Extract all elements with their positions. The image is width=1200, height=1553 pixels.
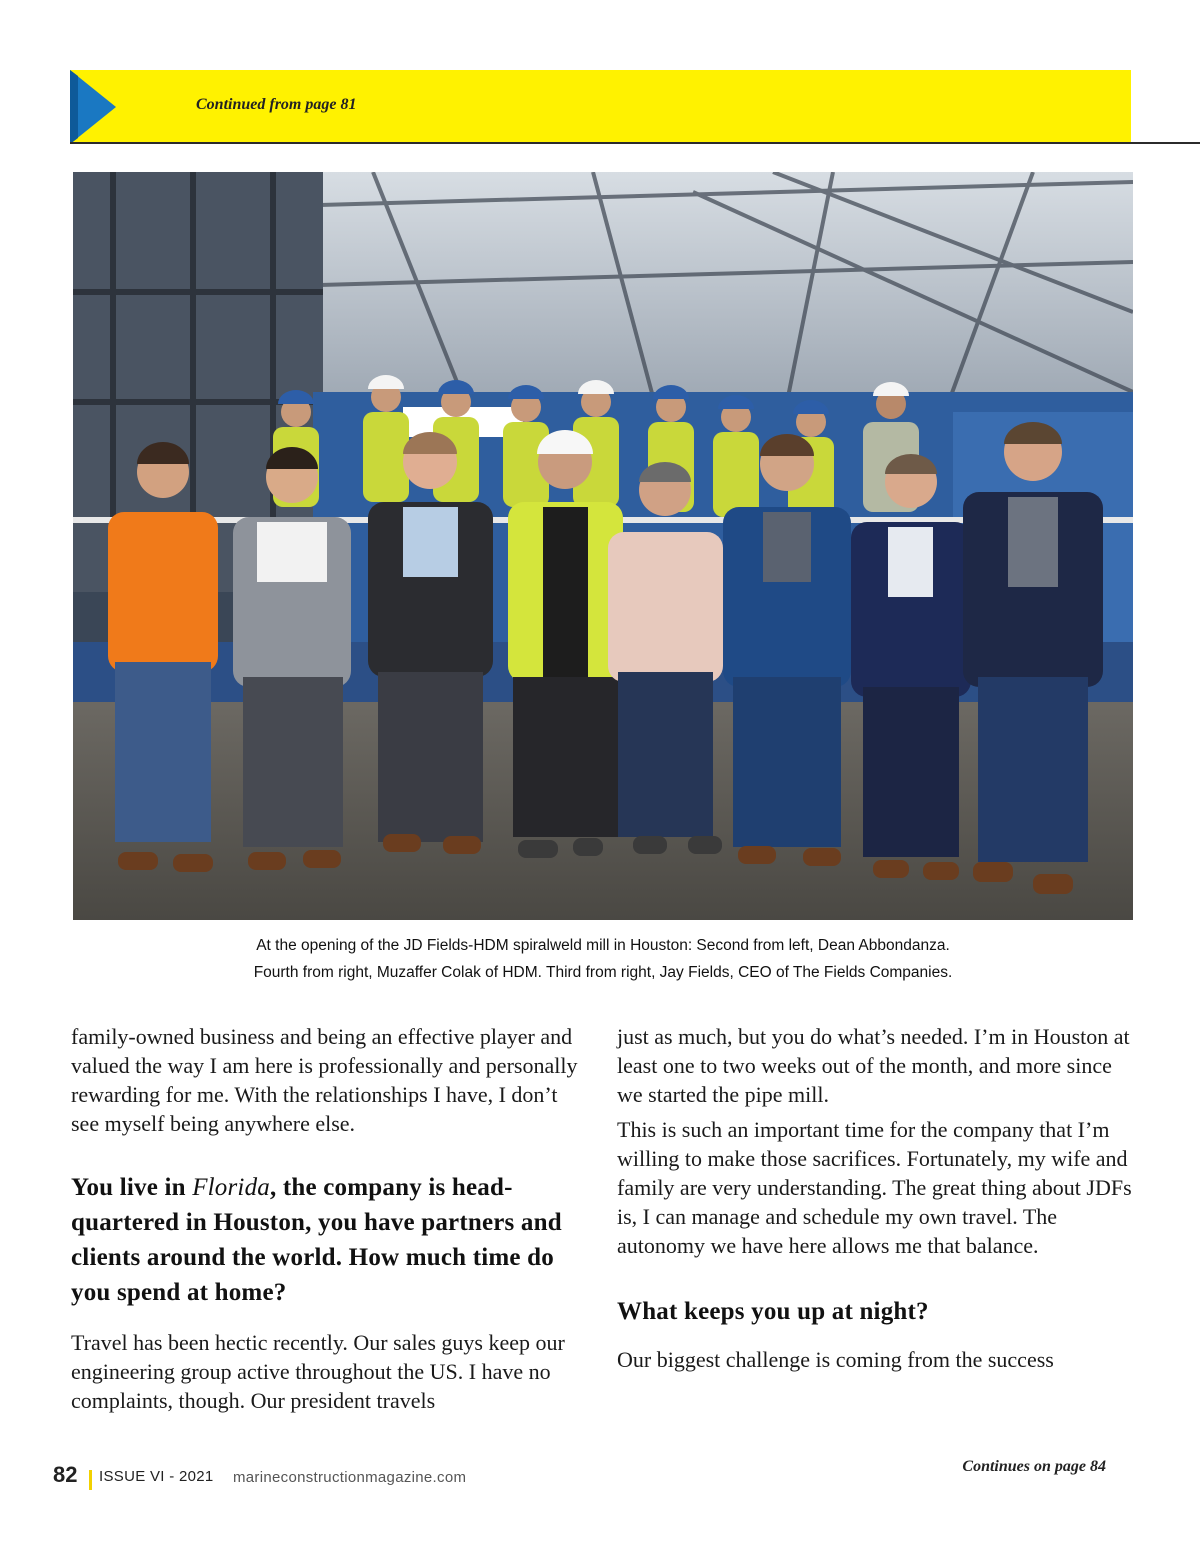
paragraph: Our biggest challenge is coming from the success <box>617 1347 1054 1372</box>
continued-from-label: Continued from page 81 <box>196 96 357 113</box>
header-rule <box>70 142 1200 144</box>
issue-label: ISSUE VI - 2021 <box>99 1468 214 1485</box>
paragraph: Travel has been hectic recently. Our sales guys keep our engineering group active throughout the US. I have no complaints, though. Our president travels <box>71 1330 565 1413</box>
left-column <box>71 1022 586 1415</box>
paragraph: This is such an important time for the company that I’m willing to make those sacrifices. Fortunately, my wife and family are very understanding. The great thing about JDFs is, I can manage and schedule my own travel. The autonomy we have here allows me that balance. <box>617 1117 1132 1258</box>
question-heading: You live in Florida, the company is headquartered in Houston, you have partners and clients around the world. How much time do you spend at home? <box>71 1174 562 1306</box>
caption-line: At the opening of the JD Fields-HDM spiralweld mill in Houston: Second from left, Dean Abbondanza. <box>256 937 950 954</box>
group-photo <box>73 172 1133 920</box>
continues-on-label: Continues on page 84 <box>962 1458 1106 1475</box>
right-column <box>617 1022 1137 1374</box>
photo-caption <box>73 932 1133 986</box>
footer-divider <box>89 1470 92 1490</box>
website-link[interactable]: marineconstructionmagazine.com <box>233 1469 467 1486</box>
paragraph: family-owned business and being an effective player and valued the way I am here is professionally and personally rewarding for me. With the relationships I have, I don’t see myself being anywhere else. <box>71 1024 578 1136</box>
caption-line: Fourth from right, Muzaffer Colak of HDM. Third from right, Jay Fields, CEO of The Fields Companies. <box>253 964 953 981</box>
paragraph: just as much, but you do what’s needed. I’m in Houston at least one to two weeks out of the month, and more since we started the pipe mill. <box>617 1024 1130 1107</box>
page-number: 82 <box>53 1462 78 1487</box>
question-heading: What keeps you up at night? <box>617 1298 929 1325</box>
question-place: Florida <box>192 1174 270 1201</box>
chevron-right-icon <box>70 70 116 144</box>
